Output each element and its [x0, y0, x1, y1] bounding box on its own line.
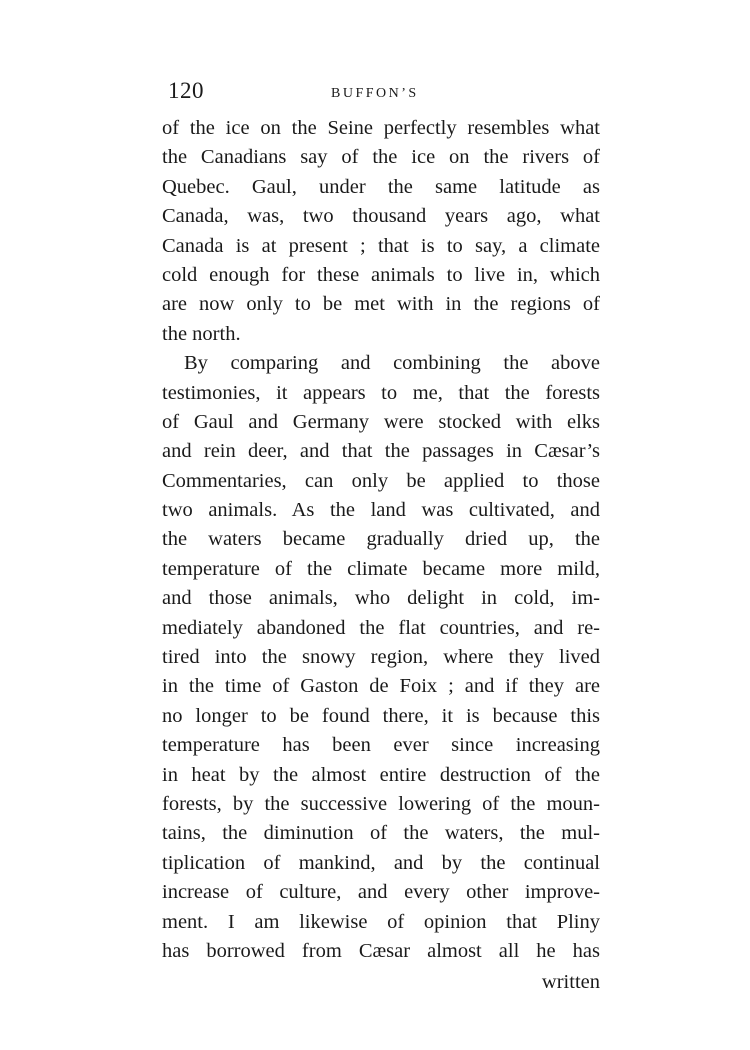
text-line: no longer to be found there, it is because this — [162, 704, 600, 727]
text-line: the waters became gradually dried up, the — [162, 528, 600, 551]
text-line: ment. I am likewise of opinion that Pliny — [162, 910, 600, 933]
text-line: of Gaul and Germany were stocked with elks — [162, 410, 600, 433]
text-line: forests, by the successive lowering of the moun- — [162, 792, 600, 815]
text-line: Commentaries, can only be applied to those — [162, 469, 600, 492]
paragraph — [162, 114, 600, 349]
text-line: Canada, was, two thousand years ago, what — [162, 205, 600, 228]
text-line: tired into the snowy region, where they lived — [162, 646, 600, 669]
text-line: temperature has been ever since increasing — [162, 734, 600, 757]
text-line: tains, the diminution of the waters, the mul- — [162, 822, 600, 845]
page-header — [168, 78, 600, 110]
text-line: are now only to be met with in the regions of — [162, 293, 600, 316]
text-line: increase of culture, and every other improve- — [162, 881, 600, 904]
text-line: of the ice on the Seine perfectly resembles what — [162, 117, 600, 139]
text-line: the north. — [162, 322, 241, 345]
text-line: and rein deer, and that the passages in Cæsar’s — [162, 440, 600, 463]
text-line: two animals. As the land was cultivated, and — [162, 499, 600, 522]
text-line: tiplication of mankind, and by the continual — [162, 851, 600, 874]
text-line: the Canadians say of the ice on the rivers of — [162, 146, 600, 169]
text-line: temperature of the climate became more mild, — [162, 557, 600, 580]
catchword: written — [541, 971, 600, 993]
text-line: testimonies, it appears to me, that the forests — [162, 381, 600, 404]
page-number: 120 — [168, 78, 204, 103]
text-line: in the time of Gaston de Foix ; and if they are — [162, 675, 600, 698]
running-head: BUFFON’S — [331, 86, 419, 101]
text-line: mediately abandoned the flat countries, and re- — [162, 616, 600, 639]
text-line: has borrowed from Cæsar almost all he has — [162, 939, 600, 962]
text-line: and those animals, who delight in cold, im- — [162, 587, 600, 610]
text-line: By comparing and combining the above — [184, 352, 600, 375]
text-line: Canada is at present ; that is to say, a climate — [162, 234, 600, 257]
text-line: in heat by the almost entire destruction of the — [162, 763, 600, 786]
paragraph — [162, 349, 600, 966]
body-text — [162, 114, 600, 966]
text-line: Quebec. Gaul, under the same latitude as — [162, 175, 600, 198]
text-line: cold enough for these animals to live in, which — [162, 263, 600, 286]
